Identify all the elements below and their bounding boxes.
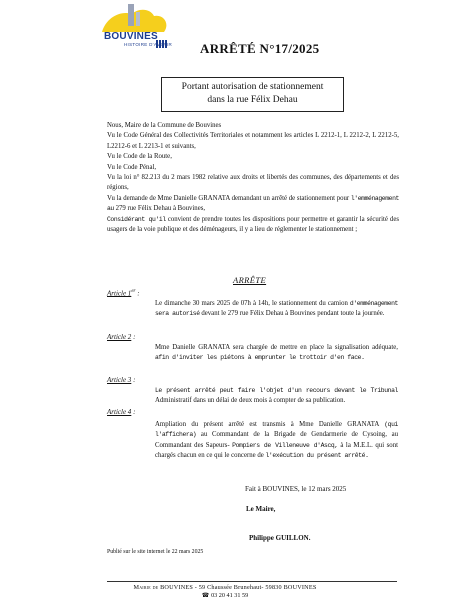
article-3-label: Article 3 : (107, 376, 136, 384)
signature-role: Le Maire, (246, 505, 276, 513)
logo-tagline: HISTOIRE D'AVENIR (124, 42, 173, 47)
article-1-text: Le dimanche 30 mars 2025 de 07h à 14h, le stationnement du camion d'emménagement sera autorisé devant le 279 rue Félix Dehau à Bouvines pendant toute la journée. (155, 300, 398, 318)
article-2-label: Article 2 : (107, 333, 136, 341)
considerant-demande: Vu la demande de Mme Danielle GRANATA demandant un arrêté de stationnement pour l'emménagement au 279 rue Félix Dehau à Bouvines, (107, 194, 399, 213)
arrete-heading: ARRÊTE (233, 275, 267, 285)
document-title: ARRÊTÉ N°17/2025 (200, 41, 320, 56)
article-1-label: Article 1er : (107, 289, 140, 298)
considerant-loi: Vu la loi n° 82.213 du 2 mars 1982 relative aux droits et libertés des communes, des départements et des régions, (107, 174, 399, 192)
article-4-label: Article 4 : (107, 408, 136, 416)
phone-icon: ☎ (201, 592, 210, 599)
article-2-text: Mme Danielle GRANATA sera chargée de mettre en place la signalisation adéquate, afin d'inviter les piétons à emprunter le trottoir d'en face. (155, 344, 398, 362)
footer-address: Mairie de BOUVINES - 59 Chaussée Brunehaut- 59830 BOUVINES (133, 584, 317, 591)
considerant-maire: Nous, Maire de la Commune de Bouvines (107, 122, 222, 129)
footer-divider (107, 581, 397, 582)
considerant-securite: Considérant qu'il convient de prendre toutes les dispositions pour permettre et garantir la sécurité des usagers de la voie publique et des déménageurs, il y a lieu de réglementer le stationnement ; (107, 215, 399, 234)
subject-line-1: Portant autorisation de stationnement (181, 82, 324, 92)
subject-box (161, 77, 344, 112)
signatory-name: Philippe GUILLON. (249, 534, 311, 542)
subject-line-2: dans la rue Félix Dehau (207, 95, 298, 105)
considerant-code-route: Vu le Code de la Route, (107, 153, 172, 161)
considerant-cgct: Vu le Code Général des Collectivités Territoriales et notamment les articles L 2212-1, L 2212-2, L 2212-5, L2212-6 et L 2213-1 et suivants, (107, 132, 399, 150)
article-4-text: Ampliation du présent arrêté est transmis à Mme Danielle GRANATA (qui l'affichera) au Commandant de la Brigade de Gendarmerie de Cysoing, au Commandant des Sapeurs- Pompiers de Villeneuve d'Ascq, à la M.E.L. qui sont chargés chacun en ce qui le concerne de l'exécution du présent arrêté. (155, 421, 399, 460)
considerants (107, 121, 399, 235)
article-3-text: Le présent arrêté peut faire l'objet d'un recours devant le Tribunal Administratif dans un délai de deux mois à compter de sa publication. (155, 387, 398, 405)
considerant-code-penal: Vu le Code Pénal, (107, 163, 157, 171)
bouvines-logo (98, 4, 184, 52)
logo-name: BOUVINES (104, 31, 158, 42)
fait-a-date: Fait à BOUVINES, le 12 mars 2025 (245, 485, 347, 493)
footer-phone: ☎ 03 20 41 31 59 (201, 592, 249, 599)
publication-note: Publié sur le site internet le 22 mars 2025 (107, 549, 204, 555)
